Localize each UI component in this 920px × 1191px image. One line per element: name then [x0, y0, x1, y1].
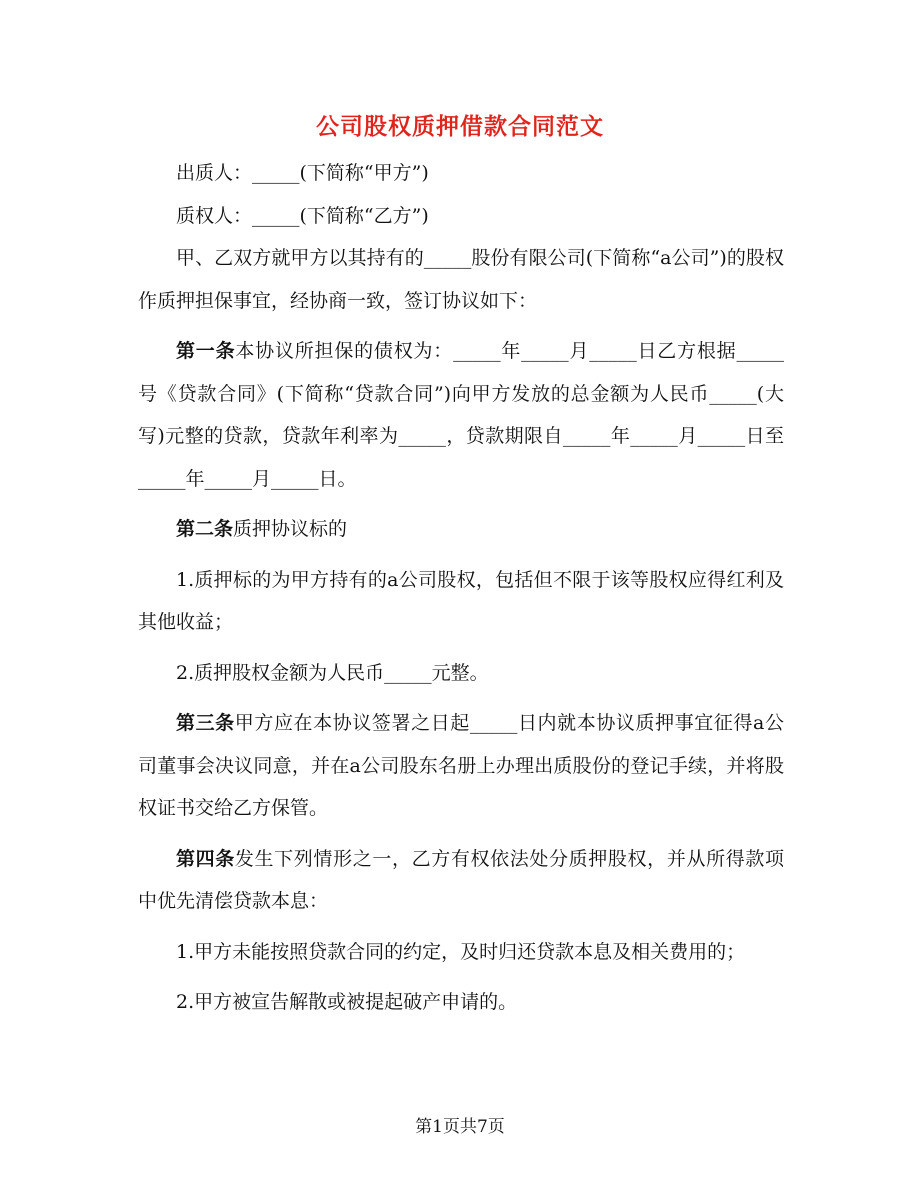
article-heading: 第二条 [176, 518, 234, 540]
article-4 [138, 838, 784, 923]
article-2 [138, 508, 784, 551]
article-heading: 第四条 [176, 847, 235, 870]
page-number-footer: 第1页共7页 [415, 1117, 505, 1137]
paragraph-text: 质权人：_____(下简称“乙方”) [176, 204, 429, 227]
paragraph-text: 质押协议标的 [233, 518, 348, 540]
paragraph-text: 发生下列情形之一，乙方有权依法处分质押股权，并从所得款项中优先清偿贷款本息： [138, 847, 784, 912]
paragraph-preamble [138, 237, 784, 322]
document-title: 公司股权质押借款合同范文 [316, 113, 604, 140]
paragraph-text: 本协议所担保的债权为：_____年_____月_____日乙方根据_____号《贷款合同》(下简称“贷款合同”)向甲方发放的总金额为人民币_____(大写)元整的贷款，贷款年利率为_____，贷款期限自_____年_____月_____日至_____年_____月_____日。 [138, 340, 784, 490]
article-3 [138, 702, 784, 830]
article-2-item-1 [138, 559, 784, 644]
article-4-item-1 [138, 931, 784, 974]
article-heading: 第三条 [176, 712, 235, 734]
paragraph-text: 2.质押股权金额为人民币_____元整。 [176, 661, 489, 684]
paragraph-text: 1.质押标的为甲方持有的a公司股权，包括但不限于该等股权应得红利及其他收益； [138, 568, 784, 633]
paragraph-text: 1.甲方未能按照贷款合同的约定，及时归还贷款本息及相关费用的； [176, 940, 746, 963]
paragraph-text: 甲、乙双方就甲方以其持有的_____股份有限公司(下简称“a公司”)的股权作质押担保事宜，经协商一致，签订协议如下： [138, 247, 784, 312]
paragraph-text: 出质人：_____(下简称“甲方”) [176, 162, 429, 184]
article-1 [138, 330, 784, 500]
article-2-item-2 [138, 652, 784, 695]
paragraph-text: 2.甲方被宣告解散或被提起破产申请的。 [176, 991, 518, 1013]
article-heading: 第一条 [176, 340, 236, 362]
paragraph-pledgee [138, 195, 784, 238]
paragraph-text: 甲方应在本协议签署之日起_____日内就本协议质押事宜征得a公司董事会决议同意，并在a公司股东名册上办理出质股份的登记手续，并将股权证书交给乙方保管。 [138, 712, 784, 819]
article-4-item-2 [138, 981, 784, 1024]
document-body [138, 152, 784, 1024]
paragraph-pledgor [138, 152, 784, 195]
